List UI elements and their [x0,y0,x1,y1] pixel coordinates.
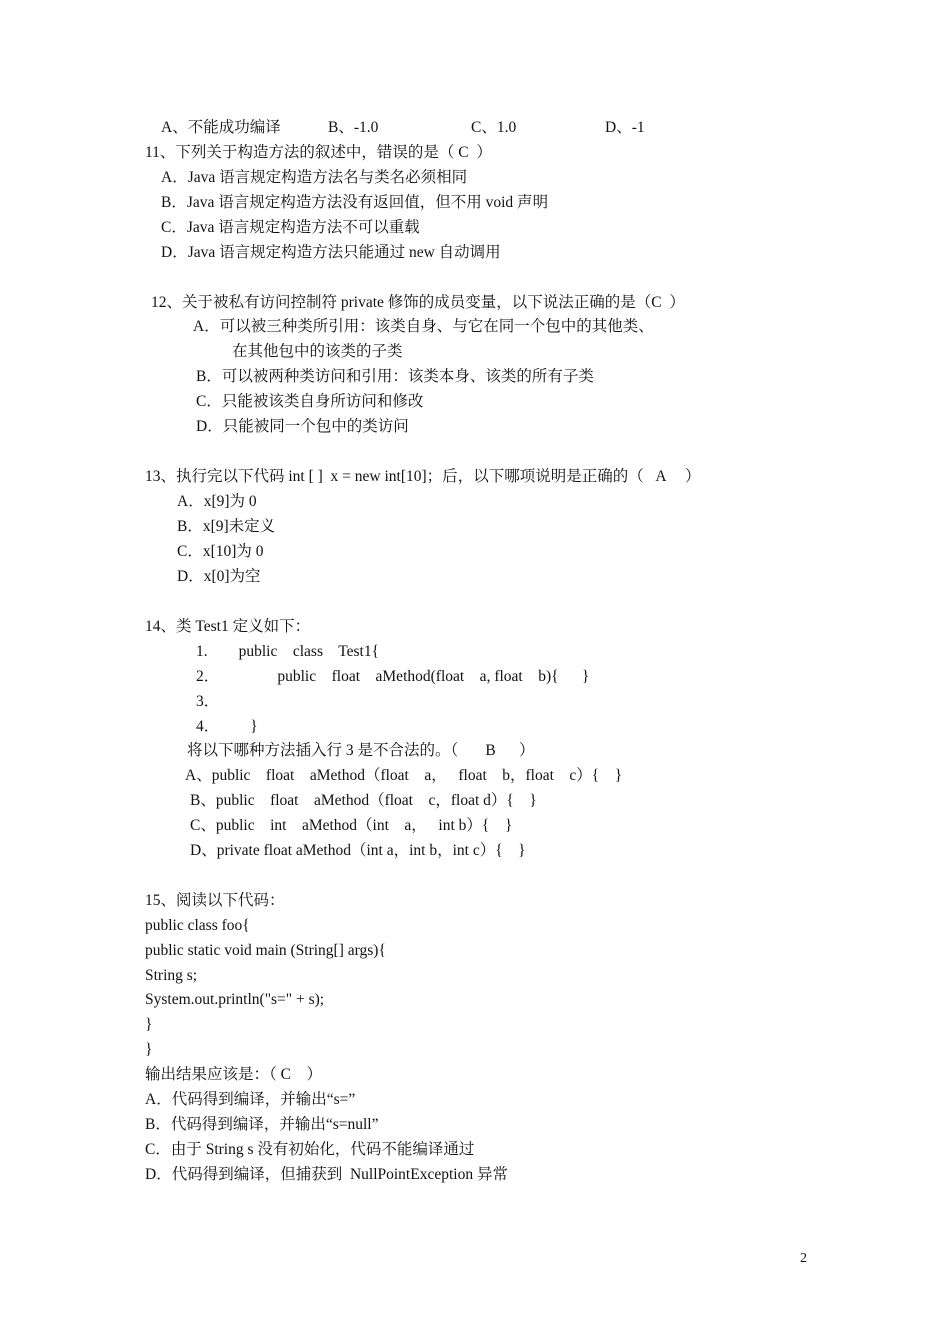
q11-option-c: C．Java 语言规定构造方法不可以重载 [161,219,420,236]
q12-option-d: D．只能被同一个包中的类访问 [196,418,409,435]
q10-option-c: C、1.0 [471,119,517,136]
q15-option-c: C．由于 String s 没有初始化，代码不能编译通过 [145,1141,475,1158]
q14-code-line-2: 2． public float aMethod(float a, float b){ } [196,668,590,685]
q10-option-a: A、不能成功编译 [161,119,281,136]
q15-stem: 15、阅读以下代码： [145,892,285,909]
q13-option-a: A．x[9]为 0 [177,493,257,510]
q13-option-d: D．x[0]为空 [177,568,261,585]
q14-stem: 14、类 Test1 定义如下： [145,618,311,635]
q14-code-line-1: 1. public class Test1{ [196,643,380,660]
q11-stem: 11、下列关于构造方法的叙述中，错误的是（ C ） [145,144,492,161]
q13-stem: 13、执行完以下代码 int [ ] x = new int[10]；后，以下哪项说明是正确的（ A ） [145,468,701,485]
q15-question: 输出结果应该是：（ C ） [145,1066,322,1083]
q12-option-a-cont: 在其他包中的该类的子类 [232,343,403,360]
q11-option-a: A．Java 语言规定构造方法名与类名必须相同 [161,169,468,186]
q11-option-d: D．Java 语言规定构造方法只能通过 new 自动调用 [161,244,501,261]
q11-option-b: B．Java 语言规定构造方法没有返回值，但不用 void 声明 [161,194,549,211]
q15-code-line-6: } [145,1041,153,1058]
q15-code-line-4: System.out.println("s=" + s); [145,991,325,1008]
q14-option-a: A、public float aMethod（float a， float b，float c）{ } [185,767,623,784]
q10-option-b: B、-1.0 [328,119,379,136]
q14-code-line-4: 4． } [196,718,258,735]
q14-option-b: B、public float aMethod（float c，float d）{ } [190,792,537,809]
q12-stem: 12、关于被私有访问控制符 private 修饰的成员变量，以下说法正确的是（C ） [151,294,685,311]
q15-code-line-5: } [145,1016,153,1033]
q12-option-a: A．可以被三种类所引用：该类自身、与它在同一个包中的其他类、 [193,318,654,335]
q14-option-d: D、private float aMethod（int a，int b，int c）{ } [190,842,526,859]
page-number: 2 [800,1251,807,1266]
q13-option-b: B．x[9]未定义 [177,518,276,535]
q15-option-b: B．代码得到编译，并输出“s=null” [145,1116,379,1133]
q12-option-c: C．只能被该类自身所访问和修改 [196,393,424,410]
q15-option-a: A．代码得到编译，并输出“s=” [145,1091,356,1108]
q14-question: 将以下哪种方法插入行 3 是不合法的。（ B ） [187,742,535,759]
q15-code-line-1: public class foo{ [145,917,250,934]
q15-option-d: D．代码得到编译，但捕获到 NullPointException 异常 [145,1166,508,1183]
q10-option-d: D、-1 [605,119,645,136]
q15-code-line-3: String s; [145,967,198,984]
q14-code-line-3: 3． [196,693,220,710]
q13-option-c: C．x[10]为 0 [177,543,264,560]
q12-option-b: B．可以被两种类访问和引用：该类本身、该类的所有子类 [196,368,594,385]
q15-code-line-2: public static void main (String[] args){ [145,942,386,959]
q14-option-c: C、public int aMethod（int a， int b）{ } [190,817,513,834]
